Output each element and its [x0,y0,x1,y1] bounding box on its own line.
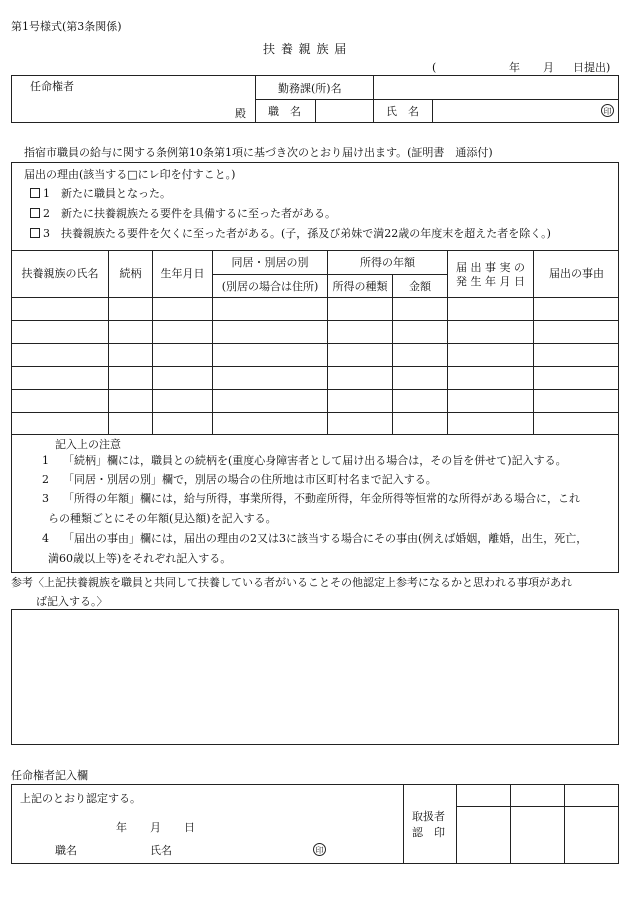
col-fact-date-line1: 届 出 事 実 の [456,261,525,274]
note-3-num: 3 [42,492,49,505]
reason-option-3[interactable]: 3 扶養親族たる要件を欠くに至った者がある。(子，孫及び弟妹で満22歳の年度末を超えた者を除く。) [30,228,551,239]
certify-month-label: 月 [150,821,161,834]
note-4-num: 4 [42,532,49,545]
department-label: 勤務課(所)名 [278,82,342,95]
reference-line-1: 参考〈上記扶養親族を職員と共同して扶養している者がいることその他認定上参考になるかと思われる事項があれ [11,576,572,589]
checkbox-reason-2[interactable] [30,208,40,218]
date-month-label: 月 [543,61,554,74]
note-1-num: 1 [42,454,49,467]
certify-day-label: 日 [184,821,195,834]
appointer-position-label: 職名 [55,844,77,857]
note-2-text: 「同居・別居の別」欄で，別居の場合の住所地は市区町村名まで記入する。 [63,473,437,486]
form-number: 第1号様式(第3条関係) [11,20,122,33]
col-relation: 続柄 [119,267,142,280]
date-day-submitted-label: 日提出) [573,61,611,74]
col-residence-sub: (別居の場合は住所) [221,280,319,293]
note-4-text-1: 「届出の事由」欄には，届出の理由の2又は3に該当する場合にその事由(例えば婚姻，離婚，出生，死亡， [63,532,588,545]
handler-label-1: 取扱者 [412,810,445,823]
note-1-text: 「続柄」欄には，職員との続柄を(重度心身障害者として届け出る場合は，その旨を併せて)記入する。 [63,454,567,467]
department-field[interactable] [374,76,618,98]
appointer-name-label: 氏名 [150,844,172,857]
appointer-seal-icon: 印 [313,843,326,856]
certify-year-label: 年 [116,821,127,834]
form-title: 扶 養 親 族 届 [263,42,348,56]
col-income: 所得の年額 [360,256,415,269]
col-income-type: 所得の種類 [332,280,388,293]
note-4-text-2: 満60歳以上等)をそれぞれ記入する。 [48,552,232,565]
col-income-amount: 金額 [409,280,431,293]
seal-icon: 印 [601,104,614,117]
col-notification-reason: 届出の事由 [549,267,604,280]
honorific: 殿 [235,107,246,120]
checkbox-reason-3[interactable] [30,228,40,238]
appointer-section-heading: 任命権者記入欄 [11,769,88,782]
name-label: 氏 名 [386,105,419,118]
appointer-label: 任命権者 [30,80,74,93]
date-year-label: 年 [509,61,520,74]
notes-heading: 記入上の注意 [55,438,121,451]
reason-option-2[interactable]: 2 新たに扶養親族たる要件を具備するに至った者がある。 [30,208,336,219]
name-field[interactable] [433,100,593,122]
checkbox-reason-1[interactable] [30,188,40,198]
reason-heading: 届出の理由(該当する□にレ印を付すこと。) [24,168,236,181]
date-open-paren: ( [432,61,437,74]
col-fact-date-line2: 発 生 年 月 日 [456,275,525,288]
note-2-num: 2 [42,473,49,486]
intro-text: 指宿市職員の給与に関する条例第10条第1項に基づき次のとおり届け出ます。(証明書 通添付) [24,146,493,159]
note-3-text-2: らの種類ごとにその年額(見込額)を記入する。 [48,512,277,525]
handler-label-2: 認 印 [412,826,445,839]
position-label: 職 名 [268,105,301,118]
col-birth-date: 生年月日 [160,267,205,280]
note-3-text-1: 「所得の年額」欄には，給与所得，事業所得，不動産所得，年金所得等恒常的な所得がある場合に，これ [63,492,580,505]
position-field[interactable] [316,100,372,122]
reference-line-2: ば記入する。〉 [36,595,108,608]
reason-option-1[interactable]: 1 新たに職員となった。 [30,188,171,199]
reference-textarea[interactable] [11,609,619,745]
col-dependent-name: 扶養親族の氏名 [21,267,99,280]
col-residence: 同居・別居の別 [231,256,309,269]
certify-text: 上記のとおり認定する。 [20,792,141,805]
